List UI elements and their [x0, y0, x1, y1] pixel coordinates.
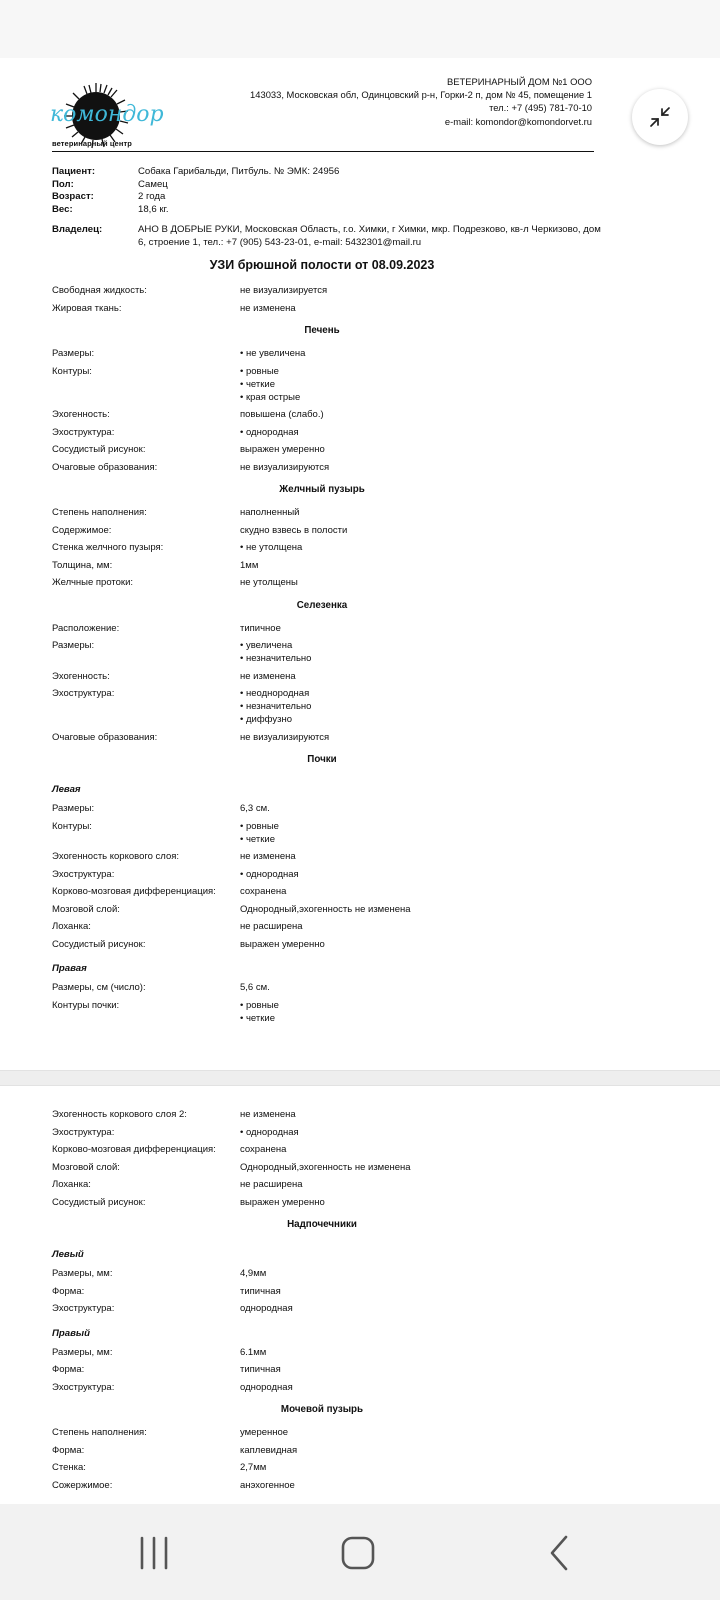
row-value: • однородная [240, 1126, 299, 1138]
row-value: 6.1мм [240, 1346, 267, 1358]
row-value: однородная [240, 1303, 293, 1314]
document-page-1 [0, 58, 720, 1070]
row-value: не расширена [240, 1179, 303, 1190]
subsection-title-right-adrenal: Правый [52, 1327, 90, 1339]
row-value: • незначительно [240, 701, 312, 712]
row-label: Контуры почки: [52, 999, 120, 1011]
subsection-title-right-kidney: Правая [52, 963, 87, 974]
row-label: Эхоструктура: [52, 688, 115, 699]
recent-apps-button[interactable] [124, 1528, 184, 1578]
back-button[interactable] [530, 1528, 590, 1578]
subsection-title-left-adrenal: Левый [52, 1249, 84, 1260]
document-page-2 [0, 1086, 720, 1504]
row-value: не расширена [240, 921, 303, 932]
row-label: Размеры: [52, 640, 95, 651]
row-value: 1мм [240, 559, 259, 571]
recent-apps-icon [134, 1533, 174, 1573]
row-value: • неоднородная [240, 688, 310, 699]
header-divider [52, 151, 594, 152]
row-value: не визуализируются [240, 461, 330, 473]
row-label: Очаговые образования: [52, 461, 158, 473]
subsection-title-left-kidney: Левая [52, 784, 81, 795]
row-value: не визуализируются [240, 731, 330, 743]
section-title-bladder: Мочевой пузырь [280, 1404, 364, 1415]
patient-value: Собака Гарибальди, Питбуль. № ЭМК: 24956 [138, 166, 340, 177]
clinic-phone: тел.: +7 (495) 781-70-10 [489, 102, 592, 114]
row-value: Однородный,эхогенность не изменена [240, 903, 411, 915]
age-value: 2 года [138, 191, 166, 203]
row-value: скудно взвесь в полости [240, 524, 348, 536]
row-label: Содержимое: [52, 524, 112, 536]
row-value: • четкие [240, 378, 275, 390]
row-label: Форма: [52, 1364, 85, 1375]
section-title-kidneys: Почки [307, 754, 337, 765]
row-value: 6,3 см. [240, 803, 270, 814]
row-value: наполненный [240, 507, 300, 518]
section-title-adrenals: Надпочечники [287, 1219, 357, 1230]
row-label: Размеры: [52, 348, 95, 359]
row-label: Размеры, см (число): [52, 982, 146, 993]
clinic-name: ВЕТЕРИНАРНЫЙ ДОМ №1 ООО [447, 76, 592, 87]
row-value: однородная [240, 1381, 293, 1393]
weight-label: Вес: [52, 203, 73, 215]
row-label: Размеры: [52, 803, 95, 814]
section-title-spleen: Селезенка [296, 599, 348, 611]
row-label: Лоханка: [52, 1179, 91, 1190]
row-label: Эхогенность коркового слоя: [52, 851, 180, 862]
row-value: не утолщены [240, 577, 298, 588]
row-label: Корково-мозговая дифференциация: [52, 886, 216, 897]
row-label: Стенка: [52, 1462, 86, 1473]
row-value: • ровные [240, 365, 279, 377]
row-label: Эхоструктура: [52, 426, 115, 438]
row-label: Лоханка: [52, 921, 91, 932]
row-label: Сосудистый рисунок: [52, 1196, 146, 1208]
owner-value: АНО В ДОБРЫЕ РУКИ, Московская Область, г.о. Химки, г Химки, мкр. Подрезково, кв-л Черкизово, дом 6, строение 1, тел.: +7 (905) 543-23-01, e-mail: 5432301@mail.ru [138, 224, 601, 248]
row-label: Мозговой слой: [52, 903, 120, 915]
row-value: 5,6 см. [240, 982, 270, 993]
row-value: • ровные [240, 999, 279, 1011]
row-label: Корково-мозговая дифференциация: [52, 1144, 216, 1155]
row-value: • незначительно [240, 653, 312, 664]
row-value: типичное [240, 622, 281, 634]
row-value: не изменена [240, 670, 296, 682]
row-value: каплевидная [240, 1444, 298, 1456]
row-value: типичная [240, 1285, 281, 1297]
row-value: выражен умеренно [240, 938, 325, 950]
row-value: • не увеличена [240, 348, 306, 359]
row-label: Контуры: [52, 820, 92, 832]
row-value: • однородная [240, 426, 299, 438]
page-separator [0, 1070, 720, 1086]
row-value: 2,7мм [240, 1462, 267, 1473]
patient-label: Пациент: [52, 166, 96, 177]
row-value: не изменена [240, 851, 296, 862]
row-label: Сожержимое: [52, 1479, 113, 1491]
sex-value: Самец [138, 178, 168, 190]
row-value: • диффузно [240, 714, 292, 725]
logo-word: комондор [50, 102, 164, 127]
row-label: Форма: [52, 1444, 85, 1456]
logo-subtitle: ветеринарный центр [52, 139, 132, 148]
clinic-info [250, 75, 592, 128]
row-value: • четкие [240, 833, 275, 845]
row-label: Степень наполнения: [52, 1427, 147, 1438]
collapse-button[interactable] [632, 89, 688, 145]
clinic-email: e-mail: komondor@komondorvet.ru [444, 115, 592, 127]
row-value: • не утолщена [240, 542, 303, 553]
row-label: Контуры: [52, 365, 92, 377]
row-label: Эхоструктура: [52, 1126, 115, 1138]
row-value: не изменена [240, 302, 296, 314]
report-title: УЗИ брюшной полости от 08.09.2023 [209, 258, 435, 272]
weight-value: 18,6 кг. [138, 203, 169, 215]
row-label: Эхоструктура: [52, 1303, 115, 1314]
row-value: типичная [240, 1364, 281, 1375]
home-button[interactable] [328, 1528, 388, 1578]
row-value: не изменена [240, 1109, 296, 1120]
clinic-address: 143033, Московская обл, Одинцовский р-н, Горки-2 п, дом № 45, помещение 1 [250, 89, 592, 101]
row-label: Эхогенность: [52, 670, 110, 682]
row-label: Стенка желчного пузыря: [52, 542, 164, 553]
top-bar [0, 0, 720, 58]
row-label: Расположение: [52, 622, 120, 634]
row-value: сохранена [240, 1144, 287, 1155]
row-label: Эхогенность: [52, 409, 110, 420]
komondor-logo [48, 78, 164, 172]
system-nav-bar [0, 1504, 720, 1600]
back-icon [540, 1533, 580, 1573]
row-label: Эхоструктура: [52, 1381, 115, 1393]
row-value: • ровные [240, 820, 279, 832]
row-label: Мозговой слой: [52, 1161, 120, 1173]
row-value: не визуализируется [240, 285, 328, 296]
row-value: выражен умеренно [240, 1196, 325, 1208]
row-label: Размеры, мм: [52, 1346, 113, 1358]
row-label: Свободная жидкость: [52, 285, 147, 296]
row-label: Сосудистый рисунок: [52, 938, 146, 950]
row-value: • увеличена [240, 640, 293, 651]
row-value: 4,9мм [240, 1268, 267, 1279]
row-value: анэхогенное [240, 1479, 295, 1491]
row-label: Толщина, мм: [52, 559, 113, 571]
row-label: Жировая ткань: [52, 302, 122, 314]
section-title-gallbladder: Желчный пузырь [279, 484, 365, 495]
age-label: Возраст: [52, 191, 94, 203]
row-label: Эхогенность коркового слоя 2: [52, 1109, 187, 1120]
row-value: сохранена [240, 886, 287, 897]
sex-label: Пол: [52, 178, 74, 190]
row-label: Очаговые образования: [52, 731, 158, 743]
row-value: • однородная [240, 868, 299, 880]
row-value: • четкие [240, 1012, 275, 1024]
collapse-arrows-icon [647, 104, 673, 130]
row-value: умеренное [240, 1427, 289, 1438]
row-value: • края острые [240, 391, 301, 403]
row-label: Эхоструктура: [52, 868, 115, 880]
row-label: Сосудистый рисунок: [52, 444, 146, 455]
row-label: Размеры, мм: [52, 1268, 113, 1279]
home-icon [338, 1533, 378, 1573]
row-label: Желчные протоки: [52, 577, 134, 588]
row-value: Однородный,эхогенность не изменена [240, 1161, 411, 1173]
section-title-liver: Печень [304, 325, 340, 336]
owner-label: Владелец: [52, 224, 103, 235]
row-label: Степень наполнения: [52, 507, 147, 518]
row-label: Форма: [52, 1285, 85, 1297]
row-value: повышена (слабо.) [240, 409, 324, 420]
row-value: выражен умеренно [240, 444, 325, 455]
